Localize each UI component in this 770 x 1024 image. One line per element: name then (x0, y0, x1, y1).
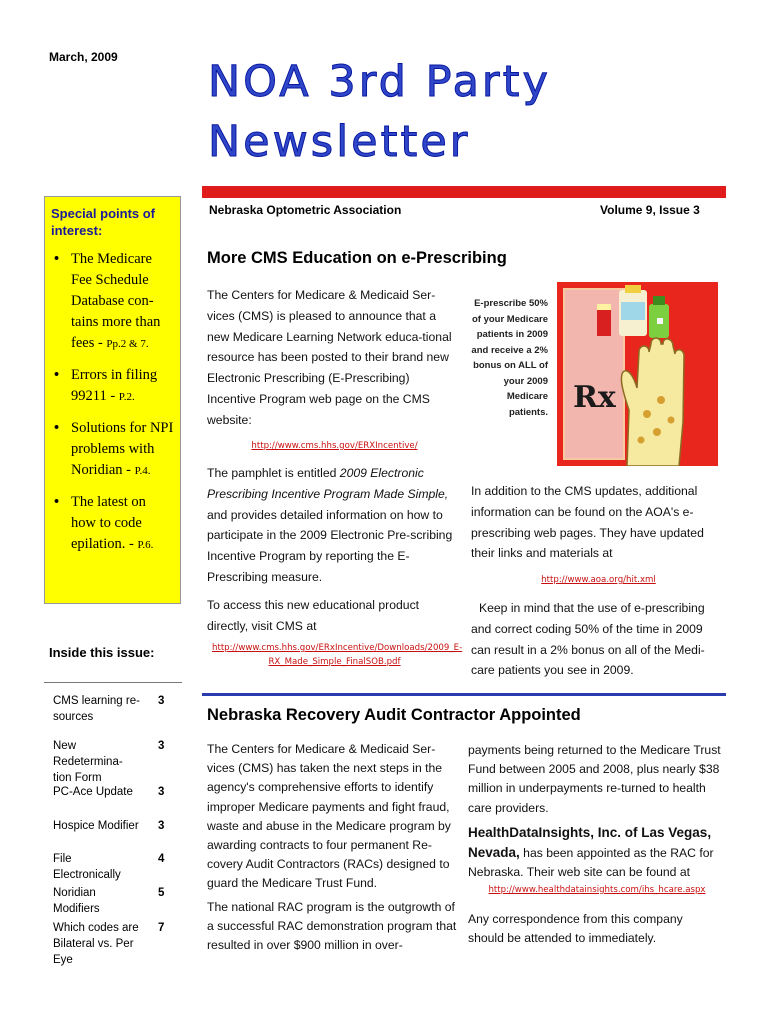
article1-paragraph-4: In addition to the CMS updates, additional information can be found on the AOA's e-prescribing web pages. They have updated their links and materials at (471, 484, 704, 561)
eprescribe-callout: E-prescribe 50% of your Medicare patients in 2009 and receive a 2% bonus on ALL of your 2009 Medicare patients. (471, 298, 548, 418)
special-points-title: Special points of interest: (51, 206, 156, 238)
toc-item[interactable] (53, 920, 178, 968)
article1-paragraph-2 (207, 463, 465, 588)
article2-paragraph-1: The Centers for Medicare & Medicaid Ser-vices (CMS) has taken the next steps in the agency's comprehensive efforts to identify improper Medicare payments and fight fraud, waste and abuse in the Medicare program by awarding contracts to four permanent Re-covery Audit Contractors (RACs) designed to guard the Medicare Trust Fund. (207, 742, 451, 891)
article1-paragraph-1: The Centers for Medicare & Medicaid Ser-vices (CMS) is pleased to announce that a new Medicare Learning Network educa-tional resource has been posted to their brand new Electronic Prescribing (E-Prescribing) Incentive Program web page on the CMS website: (207, 288, 452, 427)
special-point (71, 365, 174, 408)
inside-issue-title: Inside this issue: (49, 645, 155, 660)
organization-name: Nebraska Optometric Association (209, 203, 402, 217)
article2-paragraph-5: Any correspondence from this company should be attended to immediately. (468, 912, 683, 946)
article1-paragraph-5: Keep in mind that the use of e-prescribing and correct coding 50% of the time in 2009 can result in a 2% bonus on all of the Medi-care patients you see in 2009. (471, 601, 705, 678)
article1-link-cms[interactable]: http://www.cms.hhs.gov/ERXIncentive/ (251, 441, 418, 451)
toc-label: New Redetermina-tion Form (53, 740, 123, 784)
rx-hand-graphic (557, 282, 718, 466)
toc-label: CMS learning re-sources (53, 695, 140, 723)
header-red-bar (202, 186, 726, 198)
article1-headline: More CMS Education on e-Prescribing (207, 249, 507, 267)
special-points-box (44, 196, 181, 604)
toc-item[interactable] (53, 738, 178, 786)
special-points-list (51, 249, 174, 556)
toc-label: Noridian Modifiers (53, 887, 100, 915)
toc-label: Hospice Modifier (53, 820, 139, 832)
toc-item[interactable] (53, 818, 178, 834)
special-point-ref: P.2. (118, 391, 135, 403)
special-point-ref: Pp.2 & 7. (106, 338, 149, 350)
title-line-1: NOA 3rd Party (208, 57, 551, 107)
toc-label: File Electronically (53, 853, 121, 881)
rx-symbol: Rx (573, 380, 616, 415)
toc-label: Which codes are Bilateral vs. Per Eye (53, 922, 139, 966)
article2-paragraph-4 (468, 823, 726, 883)
toc-page: 5 (158, 887, 165, 899)
article2-headline: Nebraska Recovery Audit Contractor Appointed (207, 706, 581, 724)
special-point-text: The Medicare Fee Schedule Database con-tains more than fees - (71, 251, 161, 351)
newsletter-title (208, 52, 551, 172)
article1-link-pdf[interactable]: http://www.cms.hhs.gov/ERxIncentive/Downloads/2009_E-RX_Made_Simple_FinalSOB.pdf (212, 643, 463, 667)
toc-item[interactable] (53, 693, 178, 725)
special-point (71, 249, 174, 355)
toc-page: 4 (158, 853, 165, 865)
toc-page: 3 (158, 695, 165, 707)
toc-page: 7 (158, 922, 165, 934)
rac-company-name: HealthDataInsights, Inc. of Las Vegas, Nevada, (468, 825, 712, 861)
special-point-ref: P.4. (134, 465, 151, 477)
issue-date: March, 2009 (49, 50, 118, 64)
toc-page: 3 (158, 820, 165, 832)
article2-paragraph-2: The national RAC program is the outgrowth of a successful RAC demonstration program that resulted in over $900 million in over- (207, 900, 457, 953)
special-point-text: The latest on how to code epilation. - (71, 494, 146, 552)
title-line-2: Newsletter (208, 117, 471, 167)
special-point (71, 418, 174, 482)
table-of-contents (44, 682, 182, 966)
prescription-illustration (557, 282, 718, 466)
pamphlet-title: 2009 Electronic Prescribing Incentive Program Made Simple, (207, 466, 449, 501)
toc-item[interactable] (53, 784, 178, 800)
special-point (71, 492, 174, 556)
toc-page: 3 (158, 740, 165, 752)
rac-details: has been appointed as the RAC for Nebraska. Their web site can be found at (468, 846, 714, 880)
toc-page: 3 (158, 786, 165, 798)
special-point-text: Errors in filing 99211 - (71, 367, 158, 404)
article1-link-aoa[interactable]: http://www.aoa.org/hit.xml (541, 575, 656, 585)
toc-label: PC-Ace Update (53, 786, 133, 798)
section-divider (202, 693, 726, 696)
p2-text-rest: and provides detailed information on how to participate in the 2009 Electronic Pre-scribing Incentive Program by reporting the E-Prescribing measure. (207, 507, 453, 584)
toc-item[interactable] (53, 851, 178, 883)
article2-paragraph-3: payments being returned to the Medicare Trust Fund between 2005 and 2008, plus nearly $38 million in underpayments re-turned to health care providers. (468, 743, 721, 815)
special-point-text: Solutions for NPI problems with Noridian - (71, 420, 174, 478)
volume-issue: Volume 9, Issue 3 (600, 203, 700, 217)
article1-paragraph-3: To access this new educational product directly, visit CMS at (207, 598, 420, 633)
article2-link-hdi[interactable]: http://www.healthdatainsights.com/ihs_hcare.aspx (488, 885, 706, 895)
toc-item[interactable] (53, 885, 178, 917)
special-point-ref: P.6. (137, 539, 154, 551)
p2-text: The pamphlet is entitled (207, 466, 340, 480)
